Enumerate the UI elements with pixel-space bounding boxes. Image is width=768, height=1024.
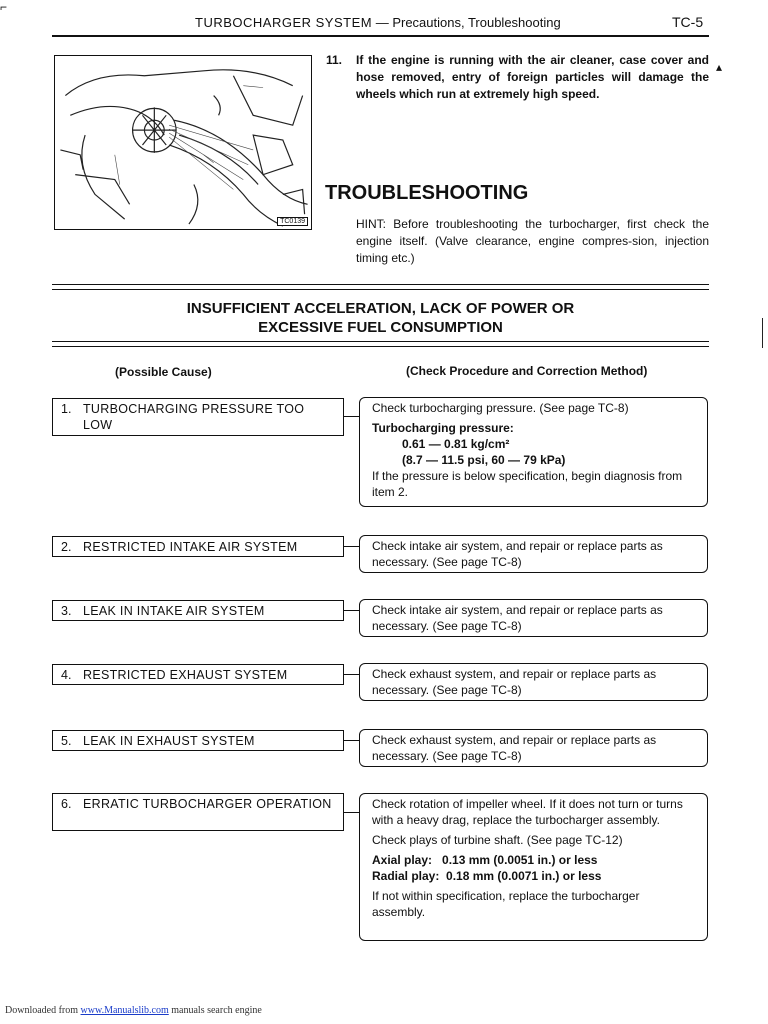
manualslib-link[interactable]: www.Manualslib.com bbox=[80, 1005, 169, 1016]
page-header-title: TURBOCHARGER SYSTEM — Precautions, Troubleshooting bbox=[195, 15, 561, 30]
cause-number: 1. bbox=[61, 402, 72, 416]
cause-label: RESTRICTED INTAKE AIR SYSTEM bbox=[83, 540, 298, 554]
section-rule-top bbox=[52, 284, 709, 290]
check-text: Check intake air system, and repair or replace parts as necessary. (See page TC-8) bbox=[372, 539, 663, 569]
connector-2 bbox=[344, 546, 359, 547]
check-text: Check intake air system, and repair or replace parts as necessary. (See page TC-8) bbox=[372, 603, 663, 633]
connector-1 bbox=[344, 416, 359, 417]
check-box-3 bbox=[359, 599, 708, 637]
cause-label: ERRATIC TURBOCHARGER OPERATION bbox=[83, 797, 332, 811]
corner-mark: ⌐ bbox=[0, 0, 8, 14]
axial-play-label: Axial play: bbox=[372, 853, 433, 867]
cause-number: 4. bbox=[61, 668, 72, 682]
margin-line bbox=[762, 318, 763, 348]
cause-box-6 bbox=[52, 793, 344, 831]
cause-label: LEAK IN EXHAUST SYSTEM bbox=[83, 734, 255, 748]
check-text: Check turbocharging pressure. (See page TC-8) bbox=[372, 401, 629, 415]
engine-drawing bbox=[55, 56, 311, 229]
section-rule-bottom bbox=[52, 341, 709, 347]
cause-label: TURBOCHARGING PRESSURE TOO LOW bbox=[83, 402, 305, 432]
section-title-line1: INSUFFICIENT ACCELERATION, LACK OF POWER OR bbox=[186, 300, 575, 317]
check-note: If not within specification, replace the turbocharger assembly. bbox=[372, 889, 640, 919]
troubleshooting-heading: TROUBLESHOOTING bbox=[325, 182, 529, 204]
figure-id: TC0139 bbox=[277, 217, 308, 226]
step-number: 11. bbox=[326, 53, 343, 67]
connector-3 bbox=[344, 610, 359, 611]
precaution-step-11 bbox=[326, 52, 709, 103]
header-rule bbox=[52, 35, 709, 37]
cause-number: 5. bbox=[61, 734, 72, 748]
check-box-6 bbox=[359, 793, 708, 941]
axial-play-value: 0.13 mm (0.0051 in.) or less bbox=[442, 853, 598, 867]
radial-play-label: Radial play: bbox=[372, 869, 440, 883]
check-text: Check exhaust system, and repair or replace parts as necessary. (See page TC-8) bbox=[372, 733, 657, 763]
cause-number: 6. bbox=[61, 797, 72, 811]
cause-box-3 bbox=[52, 600, 344, 621]
cause-label: LEAK IN INTAKE AIR SYSTEM bbox=[83, 604, 265, 618]
download-footer bbox=[5, 1005, 262, 1016]
connector-6 bbox=[344, 812, 359, 813]
cause-number: 2. bbox=[61, 540, 72, 554]
connector-5 bbox=[344, 740, 359, 741]
cause-box-1 bbox=[52, 398, 344, 436]
check-text: Check exhaust system, and repair or replace parts as necessary. (See page TC-8) bbox=[372, 667, 657, 697]
spec-title: Turbocharging pressure: bbox=[372, 421, 514, 435]
cause-number: 3. bbox=[61, 604, 72, 618]
check-note: If the pressure is below specification, begin diagnosis from item 2. bbox=[372, 469, 683, 499]
radial-play-value: 0.18 mm (0.0071 in.) or less bbox=[446, 869, 602, 883]
check-box-1 bbox=[359, 397, 708, 507]
margin-mark: ▴ bbox=[716, 60, 723, 74]
check-box-4 bbox=[359, 663, 708, 701]
page-header-subtitle: — Precautions, Troubleshooting bbox=[375, 15, 561, 30]
step-text: If the engine is running with the air cleaner, case cover and hose removed, entry of foreign particles will damage the wheels which run at extremely high speed. bbox=[356, 53, 709, 101]
check-text: Check plays of turbine shaft. (See page TC-12) bbox=[372, 833, 623, 847]
troubleshooting-hint: HINT: Before troubleshooting the turbocharger, first check the engine itself. (Valve clearance, engine compres-sion, injection timing etc.) bbox=[356, 217, 709, 265]
check-box-2 bbox=[359, 535, 708, 573]
spec-value: (8.7 — 11.5 psi, 60 — 79 kPa) bbox=[402, 453, 566, 467]
col-header-check: (Check Procedure and Correction Method) bbox=[406, 364, 648, 378]
page-number: TC-5 bbox=[672, 14, 704, 30]
col-header-cause: (Possible Cause) bbox=[115, 365, 212, 379]
spec-value: 0.61 — 0.81 kg/cm² bbox=[402, 437, 510, 451]
footer-prefix: Downloaded from bbox=[5, 1005, 81, 1016]
footer-suffix: manuals search engine bbox=[168, 1005, 262, 1016]
cause-box-4 bbox=[52, 664, 344, 685]
check-box-5 bbox=[359, 729, 708, 767]
cause-box-5 bbox=[52, 730, 344, 751]
engine-illustration bbox=[54, 55, 312, 230]
section-title-line2: EXCESSIVE FUEL CONSUMPTION bbox=[258, 319, 503, 336]
check-text: Check rotation of impeller wheel. If it does not turn or turns with a heavy drag, replace the turbocharger assembly. bbox=[372, 797, 683, 827]
cause-label: RESTRICTED EXHAUST SYSTEM bbox=[83, 668, 288, 682]
connector-4 bbox=[344, 674, 359, 675]
section-title bbox=[52, 299, 709, 337]
cause-box-2 bbox=[52, 536, 344, 557]
